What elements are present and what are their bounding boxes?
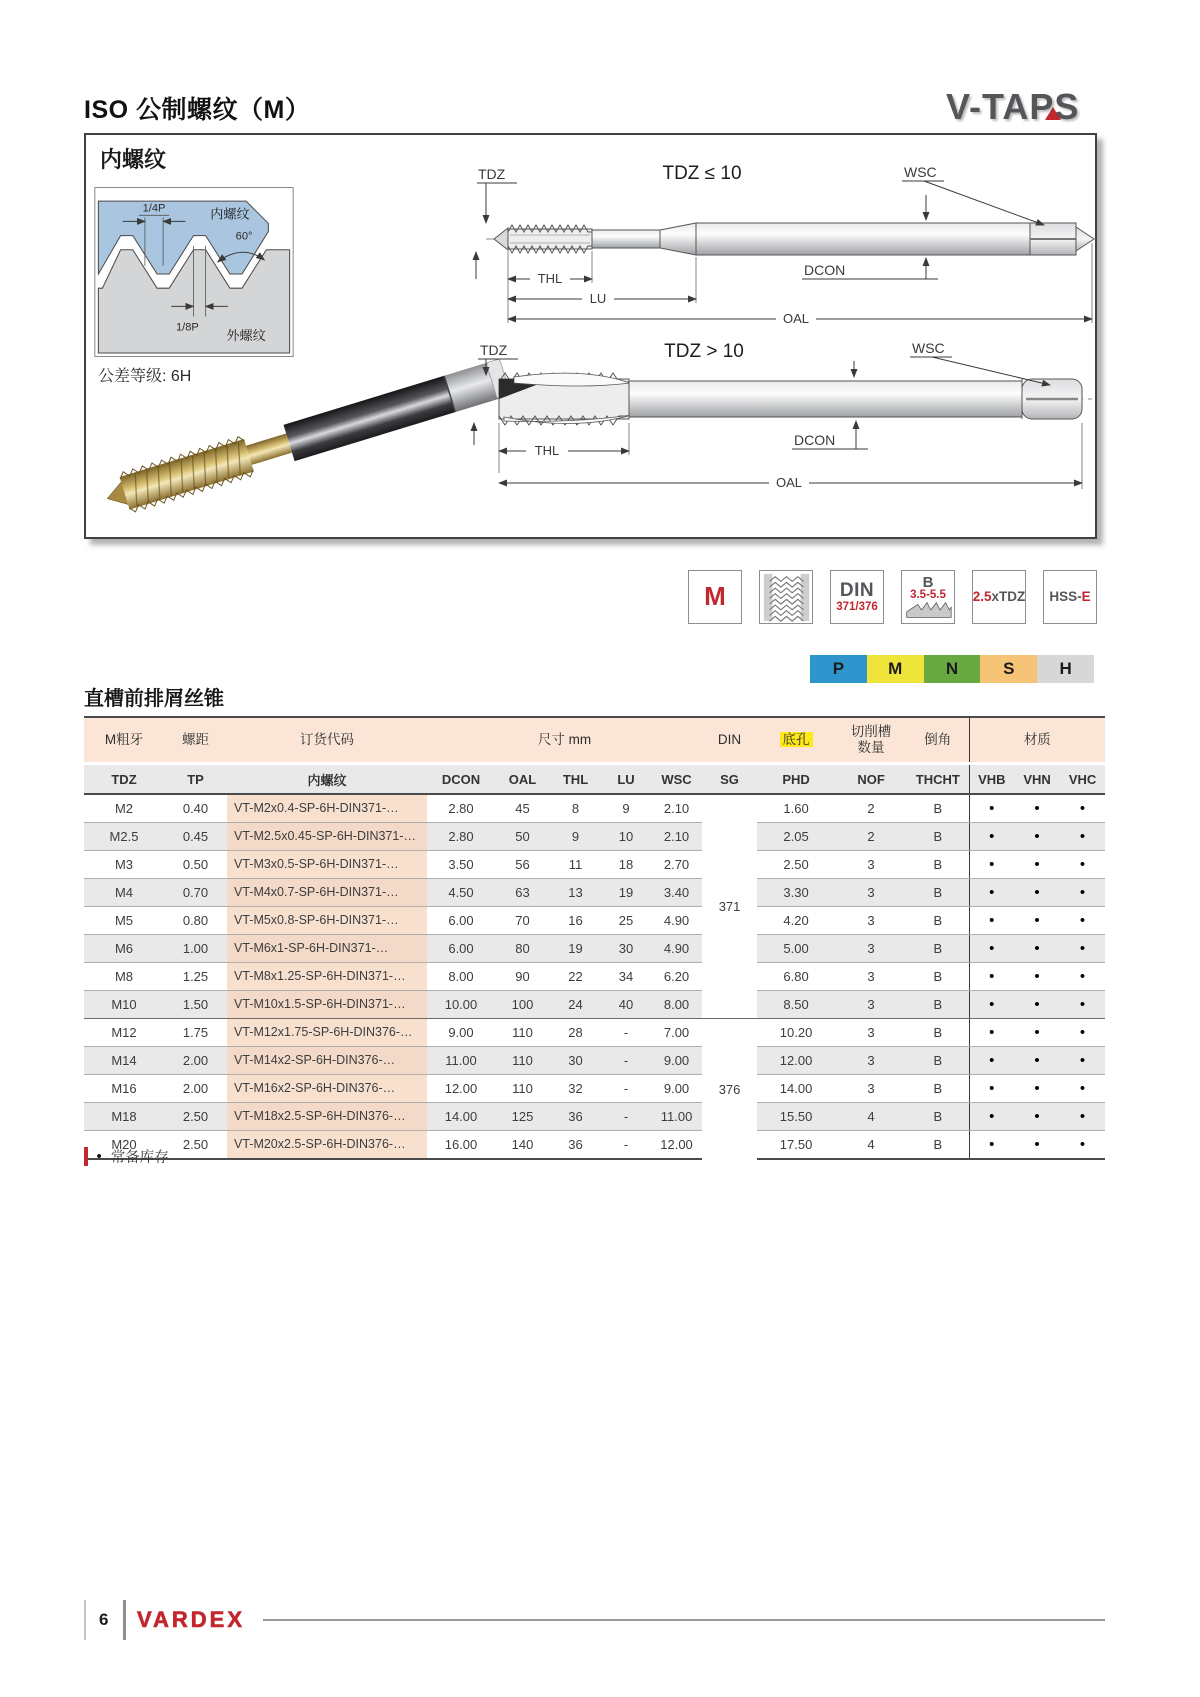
cell-thl: 24 [550,991,601,1019]
col-sg: SG [702,764,757,795]
cell-tp: 2.00 [164,1075,227,1103]
col-tp: TP [164,764,227,795]
footnote-red-bar [84,1147,88,1166]
stock-dot: • [969,879,1014,907]
stock-dot: • [1060,1075,1105,1103]
cell-oal: 63 [495,879,550,907]
cell-thl: 30 [550,1047,601,1075]
dim-eighth-pitch: 1/8P [175,321,199,334]
cell-thcht: B [907,794,969,823]
cell-lu: 30 [601,935,651,963]
stock-dot: • [1014,823,1060,851]
external-thread-label: 外螺纹 [226,327,266,343]
cell-thcht: B [907,879,969,907]
feature-badges [688,570,1097,624]
internal-thread-label: 内螺纹 [210,206,250,222]
wsc-label: WSC [904,164,937,180]
badge-din-standard [830,570,884,624]
cell-dcon: 12.00 [427,1075,495,1103]
din-numbers: 371/376 [836,600,878,613]
gh-flutes: 切削槽 数量 [835,717,907,764]
cell-oal: 56 [495,851,550,879]
cell-thcht: B [907,823,969,851]
column-header-row [84,764,1105,795]
cell-thl: 28 [550,1019,601,1047]
cell-wsc: 6.20 [651,963,702,991]
cell-tdz: M18 [84,1103,164,1131]
logo-triangle-icon [1045,107,1061,120]
col-nof: NOF [835,764,907,795]
cell-thl: 8 [550,794,601,823]
table-row [84,823,1105,851]
strip-h: H [1037,655,1094,683]
cell-tp: 1.00 [164,935,227,963]
stock-dot: • [1060,907,1105,935]
stock-dot: • [1060,794,1105,823]
stock-dot: • [1060,851,1105,879]
lu-label: LU [589,291,607,306]
stock-dot: • [1060,1103,1105,1131]
chamfer-range: 3.5-5.5 [910,589,946,602]
cell-oal: 70 [495,907,550,935]
cell-thl: 9 [550,823,601,851]
cell-tdz: M12 [84,1019,164,1047]
cell-tdz: M6 [84,935,164,963]
cell-lu: - [601,1019,651,1047]
cell-phd: 12.00 [757,1047,835,1075]
cell-oal: 140 [495,1131,550,1160]
cell-nof: 3 [835,851,907,879]
cell-wsc: 4.90 [651,935,702,963]
thread-form-label: M [704,581,726,612]
cell-dcon: 9.00 [427,1019,495,1047]
cell-lu: 18 [601,851,651,879]
vardex-logo: VARDEX [136,1607,246,1632]
stock-dot: • [1014,907,1060,935]
cell-phd: 6.80 [757,963,835,991]
tdz-label: TDZ [480,342,508,358]
cell-dcon: 4.50 [427,879,495,907]
table-row [84,1131,1105,1160]
cell-wsc: 9.00 [651,1075,702,1103]
cell-phd: 2.50 [757,851,835,879]
stock-dot: • [1060,991,1105,1019]
stock-dot: • [969,1019,1014,1047]
badge-chamfer [901,570,955,624]
stock-dot: • [1014,794,1060,823]
col-thcht: THCHT [907,764,969,795]
gh-pilot-hole [757,717,835,764]
cell-oal: 80 [495,935,550,963]
chamfer-form-label: B [922,573,934,591]
cell-thcht: B [907,963,969,991]
footer-divider-light [84,1600,86,1640]
stock-dot: • [1060,935,1105,963]
gh-order-code: 订货代码 [227,717,427,764]
page-number: 6 [99,1610,109,1629]
page-footer [84,1598,1105,1642]
cell-sg-din-group: 376 [702,1019,757,1160]
cell-thl: 16 [550,907,601,935]
stock-dot: • [1014,1103,1060,1131]
cell-dcon: 2.80 [427,794,495,823]
footnote-text: 常备库存 [110,1150,169,1166]
table-row [84,907,1105,935]
cell-thcht: B [907,935,969,963]
footer-divider-dark [123,1600,126,1640]
spec-table [84,716,1105,1160]
dcon-label: DCON [804,262,846,278]
cell-phd: 4.20 [757,907,835,935]
cell-tp: 0.45 [164,823,227,851]
pilot-hole-highlight: 底孔 [780,732,813,747]
table-row [84,991,1105,1019]
cell-lu: 9 [601,794,651,823]
vtaps-logo-text: V-TAPS [946,86,1080,127]
cell-code: VT-M4x0.7-SP-6H-DIN371-… [227,879,427,907]
cell-tp: 0.70 [164,879,227,907]
cell-thcht: B [907,1075,969,1103]
gh-dimensions: 尺寸 mm [427,717,702,764]
table-row [84,851,1105,879]
stock-dot: • [1014,879,1060,907]
cell-oal: 110 [495,1075,550,1103]
thread-profile-diagram [94,187,294,357]
cell-wsc: 3.40 [651,879,702,907]
col-thl: THL [550,764,601,795]
cell-tdz: M8 [84,963,164,991]
cell-tdz: M3 [84,851,164,879]
table-row [84,794,1105,823]
cell-thl: 22 [550,963,601,991]
stock-dot: • [969,991,1014,1019]
stock-dot-icon: • [96,1148,102,1165]
cell-oal: 50 [495,823,550,851]
cell-code: VT-M3x0.5-SP-6H-DIN371-… [227,851,427,879]
internal-thread-icon [761,572,812,623]
stock-dot: • [1014,1047,1060,1075]
table-row [84,879,1105,907]
dcon-label: DCON [794,432,836,448]
thread-angle-label: 60° [235,230,253,243]
stock-dot: • [969,794,1014,823]
col-oal: OAL [495,764,550,795]
table-row [84,1103,1105,1131]
stock-dot: • [1060,963,1105,991]
cell-phd: 10.20 [757,1019,835,1047]
thl-label: THL [534,443,560,458]
cell-thcht: B [907,991,969,1019]
cell-thl: 36 [550,1131,601,1160]
table-row [84,1075,1105,1103]
cell-nof: 3 [835,991,907,1019]
cell-code: VT-M5x0.8-SP-6H-DIN371-… [227,907,427,935]
cell-thcht: B [907,1131,969,1160]
col-wsc: WSC [651,764,702,795]
cell-phd: 15.50 [757,1103,835,1131]
cell-code: VT-M8x1.25-SP-6H-DIN371-… [227,963,427,991]
cell-wsc: 9.00 [651,1047,702,1075]
cell-lu: 40 [601,991,651,1019]
stock-dot: • [1014,935,1060,963]
cell-wsc: 12.00 [651,1131,702,1160]
cell-tp: 0.40 [164,794,227,823]
cell-lu: 19 [601,879,651,907]
cell-thcht: B [907,851,969,879]
stock-dot: • [969,935,1014,963]
gh-pitch: 螺距 [164,717,227,764]
cell-dcon: 6.00 [427,935,495,963]
cell-code: VT-M14x2-SP-6H-DIN376-… [227,1047,427,1075]
stock-dot: • [1014,1075,1060,1103]
cell-nof: 2 [835,794,907,823]
cell-oal: 45 [495,794,550,823]
cell-oal: 100 [495,991,550,1019]
drawing-long-title: TDZ > 10 [664,341,744,362]
din-label: DIN [839,580,875,601]
cell-tdz: M2 [84,794,164,823]
col-phd: PHD [757,764,835,795]
dim-quarter-pitch: 1/4P [142,202,166,215]
cell-tdz: M20 [84,1131,164,1160]
cell-wsc: 4.90 [651,907,702,935]
oal-label: OAL [782,311,810,326]
stock-dot: • [1060,1131,1105,1160]
material-label: HSS-E [1049,588,1091,604]
tap-drawing-long [464,333,1096,501]
badge-thread-form [688,570,742,624]
cell-lu: 25 [601,907,651,935]
cell-tdz: M5 [84,907,164,935]
cell-tp: 2.50 [164,1103,227,1131]
cell-nof: 2 [835,823,907,851]
cell-thl: 19 [550,935,601,963]
cell-code: VT-M10x1.5-SP-6H-DIN371-… [227,991,427,1019]
cell-tp: 0.80 [164,907,227,935]
gh-thread: M粗牙 [84,717,164,764]
stock-dot: • [1014,1019,1060,1047]
cell-tp: 2.00 [164,1047,227,1075]
page-title: ISO 公制螺纹（M） [84,96,311,124]
col-tdz: TDZ [84,764,164,795]
cell-code: VT-M2x0.4-SP-6H-DIN371-… [227,794,427,823]
cell-wsc: 2.10 [651,823,702,851]
group-header-row [84,717,1105,764]
cell-phd: 5.00 [757,935,835,963]
stock-dot: • [1014,991,1060,1019]
col-code: 内螺纹 [227,764,427,795]
cell-code: VT-M20x2.5-SP-6H-DIN376-… [227,1131,427,1160]
footer-rule [263,1619,1105,1621]
cell-tdz: M2.5 [84,823,164,851]
stock-dot: • [1060,1019,1105,1047]
gh-material: 材质 [969,717,1105,764]
cell-oal: 125 [495,1103,550,1131]
cell-thl: 13 [550,879,601,907]
cell-dcon: 6.00 [427,907,495,935]
cell-thcht: B [907,907,969,935]
stock-dot: • [1060,1047,1105,1075]
cell-tp: 1.25 [164,963,227,991]
gh-din: DIN [702,717,757,764]
cell-lu: - [601,1075,651,1103]
wsc-label: WSC [912,340,945,356]
cell-dcon: 2.80 [427,823,495,851]
stock-dot: • [1014,851,1060,879]
col-vhc: VHC [1060,764,1105,795]
stock-dot: • [969,823,1014,851]
cell-code: VT-M12x1.75-SP-6H-DIN376-… [227,1019,427,1047]
cell-nof: 3 [835,1019,907,1047]
table-row [84,935,1105,963]
cell-wsc: 2.10 [651,794,702,823]
cell-phd: 8.50 [757,991,835,1019]
cell-nof: 3 [835,879,907,907]
stock-dot: • [1060,823,1105,851]
stock-dot: • [1014,1131,1060,1160]
stock-dot: • [1060,879,1105,907]
col-vhn: VHN [1014,764,1060,795]
stock-dot: • [969,907,1014,935]
cell-dcon: 8.00 [427,963,495,991]
cell-phd: 3.30 [757,879,835,907]
cell-nof: 3 [835,963,907,991]
chamfer-icon [903,601,953,619]
cell-thcht: B [907,1047,969,1075]
cell-tp: 2.50 [164,1131,227,1160]
cell-thl: 11 [550,851,601,879]
strip-n: N [924,655,981,683]
cell-phd: 2.05 [757,823,835,851]
badge-thread-length [972,570,1026,624]
table-row [84,1019,1105,1047]
cell-tdz: M4 [84,879,164,907]
cell-dcon: 10.00 [427,991,495,1019]
cell-dcon: 3.50 [427,851,495,879]
diagram-box-title: 内螺纹 [100,147,167,172]
stock-dot: • [969,1131,1014,1160]
material-strip [810,655,1094,683]
col-lu: LU [601,764,651,795]
strip-p: P [810,655,867,683]
cell-oal: 90 [495,963,550,991]
cell-nof: 4 [835,1103,907,1131]
cell-lu: 10 [601,823,651,851]
cell-phd: 1.60 [757,794,835,823]
cell-dcon: 14.00 [427,1103,495,1131]
diagram-box [84,133,1097,539]
stock-dot: • [969,1075,1014,1103]
cell-lu: - [601,1047,651,1075]
stock-dot: • [969,1103,1014,1131]
cell-thl: 32 [550,1075,601,1103]
table-row [84,1047,1105,1075]
cell-code: VT-M2.5x0.45-SP-6H-DIN371-… [227,823,427,851]
gh-chamfer: 倒角 [907,717,969,764]
drawing-short-title: TDZ ≤ 10 [662,163,742,184]
cell-tdz: M14 [84,1047,164,1075]
tdz-label: TDZ [478,166,506,182]
cell-tdz: M16 [84,1075,164,1103]
cell-thcht: B [907,1019,969,1047]
cell-code: VT-M6x1-SP-6H-DIN371-… [227,935,427,963]
strip-m: M [867,655,924,683]
table-title: 直槽前排屑丝锥 [84,688,224,710]
cell-lu: 34 [601,963,651,991]
cell-oal: 110 [495,1047,550,1075]
stock-dot: • [1014,963,1060,991]
cell-dcon: 16.00 [427,1131,495,1160]
cell-lu: - [601,1131,651,1160]
col-vhb: VHB [969,764,1014,795]
cell-lu: - [601,1103,651,1131]
cell-nof: 3 [835,935,907,963]
cell-sg-din-group: 371 [702,794,757,1019]
stock-dot: • [969,1047,1014,1075]
cell-tp: 1.50 [164,991,227,1019]
badge-material [1043,570,1097,624]
cell-wsc: 8.00 [651,991,702,1019]
cell-nof: 3 [835,1047,907,1075]
tap-drawing-short [464,151,1096,329]
stock-footnote [84,1146,169,1167]
thl-label: THL [537,271,563,286]
cell-nof: 3 [835,1075,907,1103]
cell-thcht: B [907,1103,969,1131]
cell-wsc: 2.70 [651,851,702,879]
cell-wsc: 11.00 [651,1103,702,1131]
cell-phd: 14.00 [757,1075,835,1103]
thread-length-label: 2.5xTDZ [972,588,1026,604]
oal-label: OAL [775,475,803,490]
stock-dot: • [969,851,1014,879]
cell-dcon: 11.00 [427,1047,495,1075]
tolerance-class: 公差等级: 6H [98,368,192,385]
cell-tdz: M10 [84,991,164,1019]
spec-table-body [84,794,1105,1159]
stock-dot: • [969,963,1014,991]
cell-code: VT-M18x2.5-SP-6H-DIN376-… [227,1103,427,1131]
col-dcon: DCON [427,764,495,795]
cell-oal: 110 [495,1019,550,1047]
table-row [84,963,1105,991]
cell-tp: 1.75 [164,1019,227,1047]
badge-internal-thread [759,570,813,624]
vtaps-logo [946,86,1116,128]
cell-nof: 4 [835,1131,907,1160]
cell-phd: 17.50 [757,1131,835,1160]
cell-tp: 0.50 [164,851,227,879]
cell-wsc: 7.00 [651,1019,702,1047]
cell-thl: 36 [550,1103,601,1131]
cell-nof: 3 [835,907,907,935]
strip-s: S [980,655,1037,683]
cell-code: VT-M16x2-SP-6H-DIN376-… [227,1075,427,1103]
